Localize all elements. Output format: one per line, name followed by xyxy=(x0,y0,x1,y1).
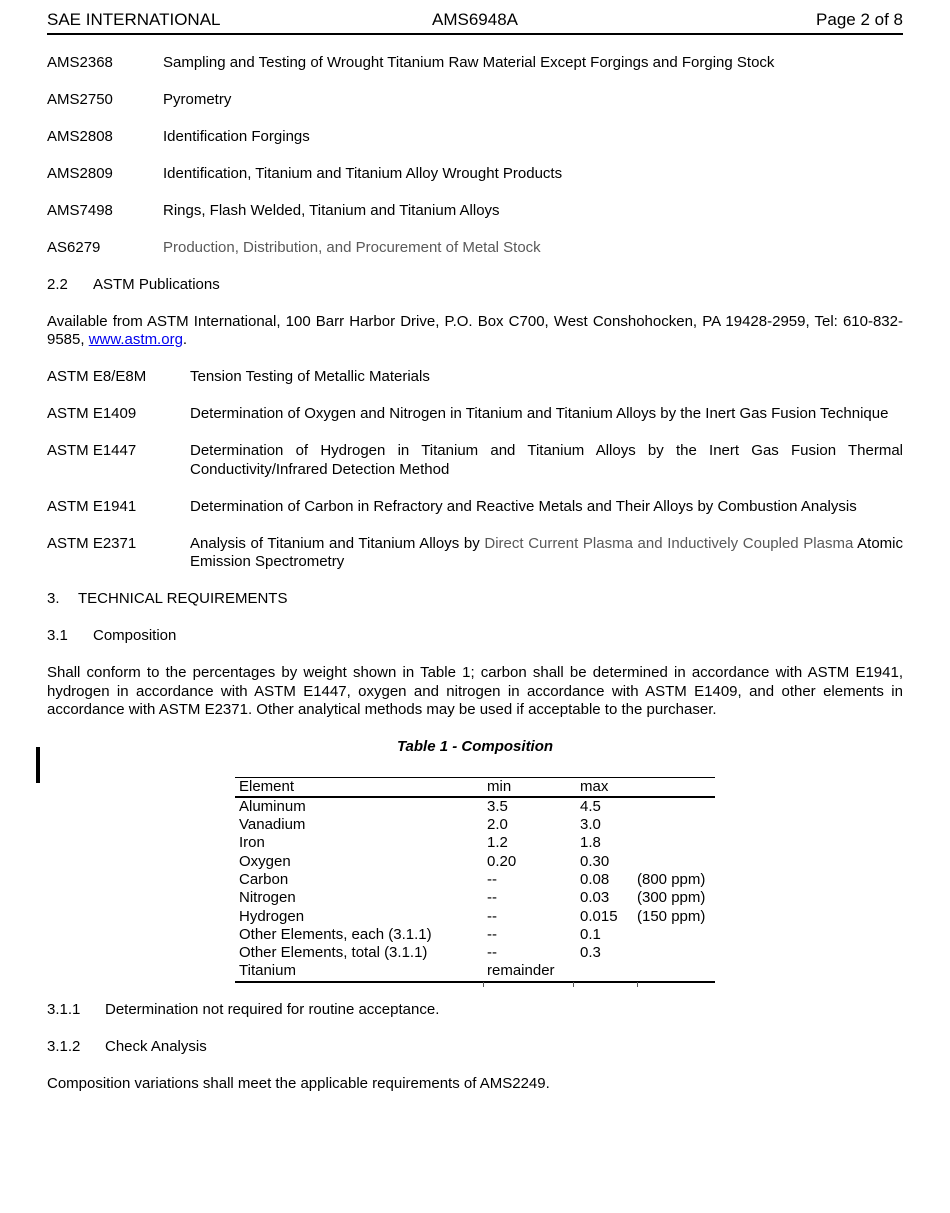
table-cell: Aluminum xyxy=(239,797,306,815)
table-cell: 0.20 xyxy=(487,852,517,870)
table-cell xyxy=(637,797,715,816)
reference-title: Rings, Flash Welded, Titanium and Titanium Alloys xyxy=(163,201,500,219)
reference-row xyxy=(47,165,903,184)
reference-code: AMS2809 xyxy=(47,164,113,182)
table-cell: -- xyxy=(487,944,497,962)
table-row xyxy=(235,944,715,962)
table-column-tick xyxy=(573,982,574,987)
reference-title: Production, Distribution, and Procurement of Metal Stock xyxy=(163,238,541,256)
table-row xyxy=(235,962,715,981)
reference-code: AMS2808 xyxy=(47,127,113,145)
table-cell xyxy=(637,816,715,834)
section-number: 3.1 xyxy=(47,627,68,644)
availability-text: Available from ASTM International, 100 Barr Harbor Drive, P.O. Box C700, West Conshohocken, PA 19428-2959, Tel: 610-832-9585, xyxy=(47,312,903,348)
section-title: TECHNICAL REQUIREMENTS xyxy=(78,590,288,607)
reference-title-segment: Analysis of Titanium and Titanium Alloys by xyxy=(190,534,485,552)
reference-row xyxy=(47,202,903,221)
table-cell xyxy=(637,962,715,981)
table-cell: 1.8 xyxy=(580,834,601,852)
table-cell xyxy=(637,834,715,852)
table-cell: Carbon xyxy=(239,870,289,888)
section-title: Check Analysis xyxy=(105,1038,207,1056)
table-row xyxy=(235,853,715,871)
composition-table xyxy=(235,777,715,983)
table-cell: 3.5 xyxy=(487,797,508,815)
availability-text-end: . xyxy=(182,331,188,348)
table-cell: Hydrogen xyxy=(239,907,305,925)
table-header-element: Element xyxy=(235,777,483,797)
header-org: SAE INTERNATIONAL xyxy=(47,10,221,29)
reference-code: ASTM E2371 xyxy=(47,534,137,552)
section-heading-3 xyxy=(47,590,903,609)
reference-code: AMS2750 xyxy=(47,90,113,108)
page-header xyxy=(47,10,903,35)
table-cell: -- xyxy=(487,907,497,925)
table-cell: Other Elements, each (3.1.1) xyxy=(239,925,432,943)
table-row xyxy=(235,871,715,889)
table-column-tick xyxy=(637,982,638,987)
header-page-number: Page 2 of 8 xyxy=(816,10,903,29)
section-number: 3. xyxy=(47,590,60,607)
composition-table-wrap xyxy=(47,777,903,983)
table-cell: Vanadium xyxy=(239,816,306,834)
reference-title: Determination of Oxygen and Nitrogen in Titanium and Titanium Alloys by the Inert Gas Fusion Technique xyxy=(190,405,889,422)
table-column-tick xyxy=(483,982,484,987)
reference-row xyxy=(47,239,903,258)
section-title: ASTM Publications xyxy=(93,275,220,293)
reference-code: ASTM E8/E8M xyxy=(47,368,147,385)
table-cell: 3.0 xyxy=(580,816,601,834)
composition-paragraph: Shall conform to the percentages by weight shown in Table 1; carbon shall be determined in accordance with ASTM E1941, hydrogen in accordance with ASTM E1447, oxygen and nitrogen in accordance with ASTM E1409, and other elements in accordance with ASTM E2371. Other analytical methods may be used if acceptable to the purchaser. xyxy=(47,664,903,718)
table-row xyxy=(235,834,715,852)
table-row xyxy=(235,816,715,834)
table-cell: 0.08 xyxy=(580,870,610,888)
table-header-row xyxy=(235,777,715,797)
table-cell xyxy=(637,926,715,944)
reference-title xyxy=(190,535,903,572)
table-cell: 4.5 xyxy=(580,797,601,815)
section-number: 3.1.1 xyxy=(47,1001,81,1019)
reference-row xyxy=(47,368,903,387)
reference-title-segment: Atomic Emission Spectrometry xyxy=(190,534,903,570)
reference-code: ASTM E1409 xyxy=(47,405,137,422)
reference-row xyxy=(47,442,903,479)
reference-row xyxy=(47,405,903,424)
section-heading-3-1 xyxy=(47,627,903,646)
table-header-min: min xyxy=(483,777,573,797)
reference-title: Determination of Hydrogen in Titanium and Titanium Alloys by the Inert Gas Fusion Thermal Conductivity/Infrared Detection Method xyxy=(190,442,903,478)
reference-title: Pyrometry xyxy=(163,90,232,108)
reference-row xyxy=(47,535,903,572)
table-cell: remainder xyxy=(487,962,555,980)
table-cell: (300 ppm) xyxy=(637,889,706,907)
table-cell: Oxygen xyxy=(239,852,291,870)
table-row xyxy=(235,908,715,926)
table-row xyxy=(235,797,715,816)
reference-title: Identification Forgings xyxy=(163,127,310,145)
section-number: 3.1.2 xyxy=(47,1038,81,1056)
table-cell xyxy=(637,853,715,871)
reference-row xyxy=(47,91,903,110)
reference-code: ASTM E1941 xyxy=(47,497,137,515)
table-row xyxy=(235,926,715,944)
revision-change-bar xyxy=(36,747,40,783)
header-document-number: AMS6948A xyxy=(432,10,518,29)
table-cell: 0.30 xyxy=(580,852,610,870)
table-cell: -- xyxy=(487,870,497,888)
table-cell xyxy=(637,944,715,962)
reference-title: Determination of Carbon in Refractory and Reactive Metals and Their Alloys by Combustion Analysis xyxy=(190,497,857,515)
table-header-note xyxy=(637,777,715,797)
section-heading-3-1-2 xyxy=(47,1038,903,1057)
section-number: 2.2 xyxy=(47,275,68,293)
reference-code: AMS2368 xyxy=(47,53,113,71)
table-cell: -- xyxy=(487,889,497,907)
reference-code: AMS7498 xyxy=(47,201,113,219)
reference-title: Sampling and Testing of Wrought Titanium Raw Material Except Forgings and Forging Stock xyxy=(163,53,775,71)
check-analysis-paragraph: Composition variations shall meet the applicable requirements of AMS2249. xyxy=(47,1075,550,1093)
reference-row xyxy=(47,498,903,517)
table-cell xyxy=(573,962,637,981)
reference-title: Tension Testing of Metallic Materials xyxy=(190,368,430,385)
section-heading-2-2 xyxy=(47,276,903,295)
reference-code: ASTM E1447 xyxy=(47,442,137,459)
table-cell: 0.03 xyxy=(580,889,610,907)
table-cell: -- xyxy=(487,925,497,943)
table-cell: 1.2 xyxy=(487,834,508,852)
table-cell: 0.015 xyxy=(580,907,618,925)
table-cell: 0.1 xyxy=(580,925,601,943)
table-cell: (800 ppm) xyxy=(637,870,706,888)
table-caption: Table 1 - Composition xyxy=(396,738,554,755)
reference-title: Identification, Titanium and Titanium Alloy Wrought Products xyxy=(163,164,563,182)
reference-code: AS6279 xyxy=(47,238,101,256)
astm-website-link[interactable]: www.astm.org xyxy=(88,331,183,348)
section-text: Determination not required for routine acceptance. xyxy=(105,1001,440,1019)
table-header-max: max xyxy=(573,777,637,797)
reference-title-segment-muted: Direct Current Plasma and Inductively Coupled Plasma xyxy=(484,534,854,552)
astm-availability-paragraph xyxy=(47,313,903,350)
reference-row xyxy=(47,128,903,147)
table-cell: Titanium xyxy=(239,962,296,980)
table-row xyxy=(235,889,715,907)
section-title: Composition xyxy=(93,627,177,644)
table-cell: (150 ppm) xyxy=(637,907,706,925)
section-heading-3-1-1 xyxy=(47,1001,903,1020)
table-cell: 2.0 xyxy=(487,816,508,834)
table-cell: Iron xyxy=(239,834,265,852)
reference-row xyxy=(47,54,903,73)
table-cell: Nitrogen xyxy=(239,889,296,907)
table-cell: Other Elements, total (3.1.1) xyxy=(239,944,428,962)
table-cell: 0.3 xyxy=(580,944,601,962)
